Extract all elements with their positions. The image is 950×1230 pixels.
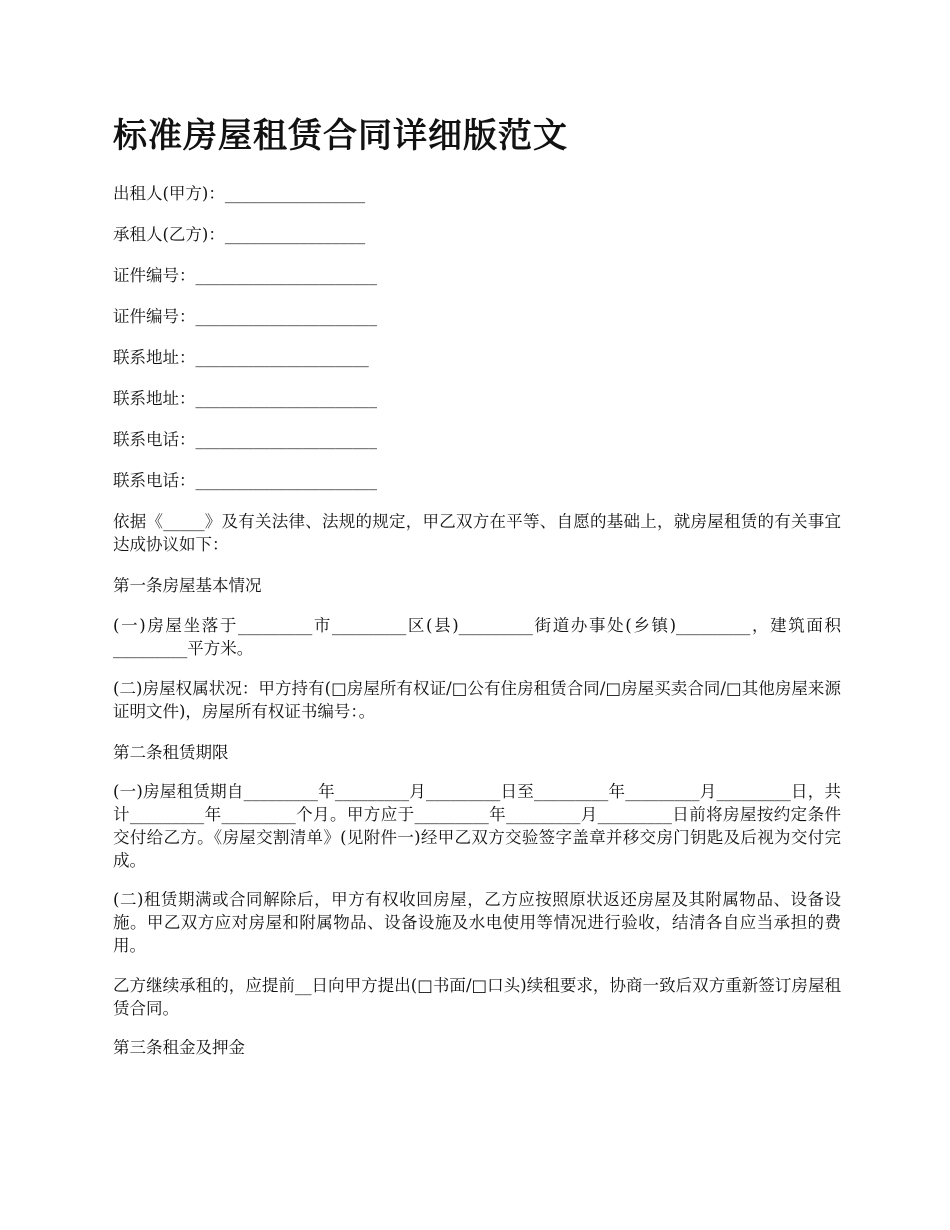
- id-number-field: 证件编号：______________________: [113, 266, 377, 285]
- article-2-clause-1: (一)房屋租赁期自_________年_________月_________日至_________年_________月_________日，共计_________年_________个月。甲方应于_________年_________月_________日前将房屋按约定条件交付给乙方。《房屋交割清单》(见附件一)经甲乙双方交验签字盖章并移交房门钥匙及后视为交付完成。: [113, 782, 841, 870]
- lessee-field: 承租人(乙方)：_________________: [113, 225, 366, 244]
- article-1-heading: 第一条房屋基本情况: [113, 576, 262, 595]
- article-2-heading: 第二条租赁期限: [113, 743, 229, 762]
- article-1-clause-1: (一)房屋坐落于_________市_________区(县)_________街道办事处(乡镇)_________，建筑面积_________平方米。: [113, 616, 841, 658]
- article-3-heading: 第三条租金及押金: [113, 1038, 245, 1057]
- article-2-clause-2: (二)租赁期满或合同解除后，甲方有权收回房屋，乙方应按照原状返还房屋及其附属物品、设备设施。甲乙双方应对房屋和附属物品、设备设施及水电使用等情况进行验收，结清各自应当承担的费用。: [113, 890, 841, 955]
- article-1-clause-2: (二)房屋权属状况：甲方持有(□房屋所有权证/□公有住房租赁合同/□房屋买卖合同/□其他房屋来源证明文件)，房屋所有权证书编号：。: [113, 679, 841, 721]
- address-field: 联系地址：_____________________: [113, 348, 369, 367]
- renewal-paragraph: 乙方继续承租的，应提前__日向甲方提出(□书面/□口头)续租要求，协商一致后双方重新签订房屋租赁合同。: [113, 976, 841, 1018]
- preamble-paragraph: 依据《_____》及有关法律、法规的规定，甲乙双方在平等、自愿的基础上，就房屋租赁的有关事宜达成协议如下：: [113, 512, 841, 554]
- id-number-field: 证件编号：______________________: [113, 307, 377, 326]
- phone-field: 联系电话：______________________: [113, 471, 377, 490]
- phone-field: 联系电话：______________________: [113, 430, 377, 449]
- document-title: 标准房屋租赁合同详细版范文: [113, 116, 568, 156]
- lessor-field: 出租人(甲方)：_________________: [113, 184, 366, 203]
- address-field: 联系地址：______________________: [113, 389, 377, 408]
